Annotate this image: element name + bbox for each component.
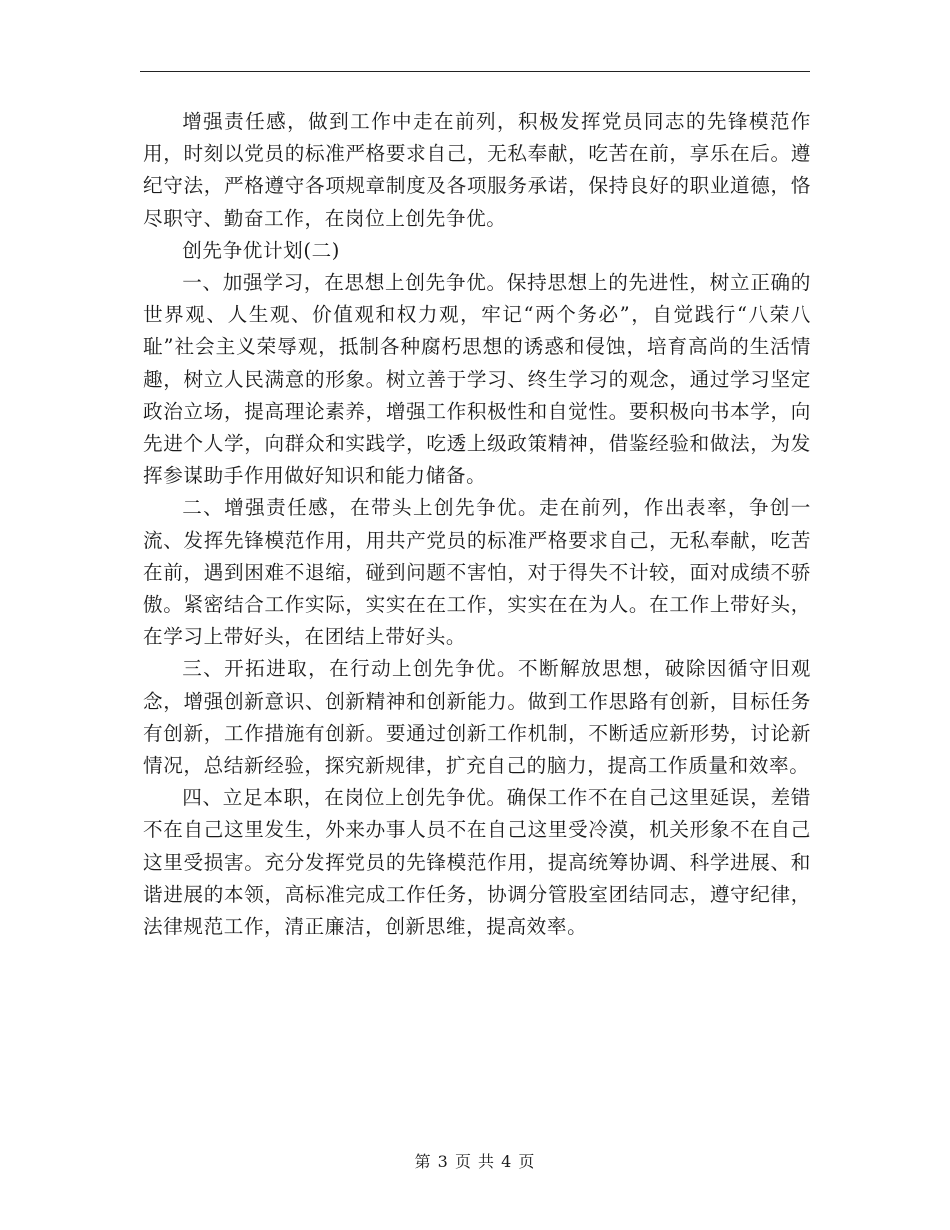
page-footer: 第 3 页 共 4 页 bbox=[414, 1152, 536, 1171]
paragraph-intro: 增强责任感，做到工作中走在前列，积极发挥党员同志的先锋模范作用，时刻以党员的标准严格要求自己，无私奉献，吃苦在前，享乐在后。遵纪守法，严格遵守各项规章制度及各项服务承诺，保持良好的职业道德，恪尽职守、勤奋工作，在岗位上创先争优。 bbox=[143, 110, 811, 230]
paragraph-responsibility: 二、增强责任感，在带头上创先争优。走在前列，作出表率，争创一流、发挥先锋模范作用，用共产党员的标准严格要求自己，无私奉献，吃苦在前，遇到困难不退缩，碰到问题不害怕，对于得失不计较，面对成绩不骄傲。紧密结合工作实际，实实在在工作，实实在在为人。在工作上带好头，在学习上带好头，在团结上带好头。 bbox=[143, 496, 811, 649]
paragraph-study: 一、加强学习，在思想上创先争优。保持思想上的先进性，树立正确的世界观、人生观、价值观和权力观，牢记“两个务必”，自觉践行“八荣八耻”社会主义荣辱观，抵制各种腐朽思想的诱惑和侵蚀，培育高尚的生活情趣，树立人民满意的形象。树立善于学习、终生学习的观念，通过学习坚定政治立场，提高理论素养，增强工作积极性和自觉性。要积极向书本学，向先进个人学，向群众和实践学，吃透上级政策精神，借鉴经验和做法，为发挥参谋助手作用做好知识和能力储备。 bbox=[143, 271, 811, 488]
header-rule bbox=[140, 71, 810, 72]
paragraph-duty: 四、立足本职，在岗位上创先争优。确保工作不在自己这里延误，差错不在自己这里发生，外来办事人员不在自己这里受冷漠，机关形象不在自己这里受损害。充分发挥党员的先锋模范作用，提高统筹协调、科学进展、和谐进展的本领，高标准完成工作任务，协调分管股室团结同志，遵守纪律，法律规范工作，清正廉洁，创新思维，提高效率。 bbox=[143, 786, 811, 939]
paragraph-innovation: 三、开拓进取，在行动上创先争优。不断解放思想，破除因循守旧观念，增强创新意识、创新精神和创新能力。做到工作思路有创新，目标任务有创新，工作措施有创新。要通过创新工作机制，不断适应新形势，讨论新情况，总结新经验，探究新规律，扩充自己的脑力，提高工作质量和效率。 bbox=[143, 657, 811, 778]
document-body bbox=[143, 106, 811, 943]
section-title: 创先争优计划(二) bbox=[182, 238, 341, 262]
